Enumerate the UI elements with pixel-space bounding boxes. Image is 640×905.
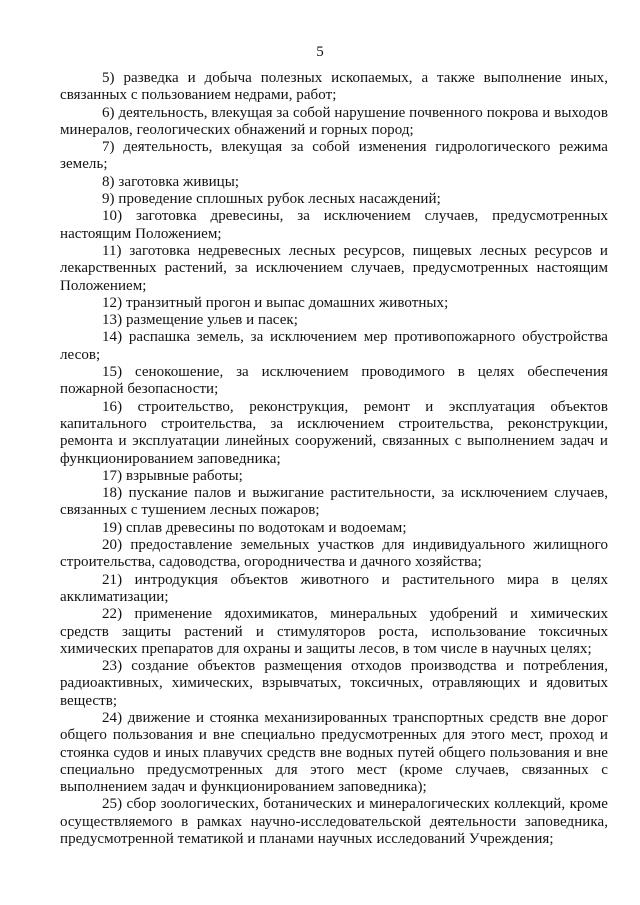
- list-item: 13) размещение ульев и пасек;: [102, 312, 298, 329]
- list-item: 21) интродукция объектов животного и растительного мира в целях акклиматизации;: [60, 571, 608, 605]
- list-item: 17) взрывные работы;: [102, 467, 243, 484]
- list-item: 12) транзитный прогон и выпас домашних животных;: [102, 294, 449, 311]
- list-item: 9) проведение сплошных рубок лесных насаждений;: [102, 191, 441, 208]
- list-item: 24) движение и стоянка механизированных транспортных средств вне дорог общего пользования и вне специально предусмотренных для этого мест, проход и стоянка судов и иных плавучих средств вне водных путей общего пользования и вне специально предусмотренных для этого мест (кроме случаев, связанных с выполнением задач и функционированием заповедника);: [60, 709, 608, 796]
- list-item: 5) разведка и добыча полезных ископаемых, а также выполнение иных, связанных с пользованием недрами, работ;: [60, 70, 608, 104]
- list-item: 22) применение ядохимикатов, минеральных удобрений и химических средств защиты растений и стимуляторов роста, использование токсичных химических препаратов для охраны и защиты лесов, в том числе в научных целях;: [60, 606, 608, 657]
- document-body: [60, 70, 608, 848]
- list-item: 25) сбор зоологических, ботанических и минералогических коллекций, кроме осуществляемого в рамках научно-исследовательской деятельности заповедника, предусмотренной тематикой и планами научных исследований Учреждения;: [60, 796, 608, 848]
- list-item: 20) предоставление земельных участков для индивидуального жилищного строительства, садоводства, огородничества и дачного хозяйства;: [60, 537, 608, 571]
- list-item: 16) строительство, реконструкция, ремонт и эксплуатация объектов капитального строительства, за исключением строительства, реконструкции, ремонта и эксплуатации линейных сооружений, связанных с выполнением задач и функционированием заповедника;: [60, 398, 608, 467]
- list-item: 8) заготовка живицы;: [102, 173, 240, 190]
- list-item: 11) заготовка недревесных лесных ресурсов, пищевых лесных ресурсов и лекарственных растений, за исключением случаев, предусмотренных настоящим Положением;: [60, 242, 608, 294]
- list-item: 10) заготовка древесины, за исключением случаев, предусмотренных настоящим Положением;: [60, 208, 608, 242]
- list-item: 18) пускание палов и выжигание растительности, за исключением случаев, связанных с тушением лесных пожаров;: [60, 485, 608, 519]
- list-item: 6) деятельность, влекущая за собой нарушение почвенного покрова и выходов минералов, геологических обнажений и горных пород;: [60, 104, 608, 138]
- page-number: 5: [316, 44, 324, 60]
- list-item: 14) распашка земель, за исключением мер противопожарного обустройства лесов;: [60, 329, 608, 363]
- list-item: 7) деятельность, влекущая за собой изменения гидрологического режима земель;: [60, 139, 608, 173]
- list-item: 23) создание объектов размещения отходов производства и потребления, радиоактивных, химических, взрывчатых, токсичных, отравляющих и ядовитых веществ;: [60, 658, 608, 709]
- list-item: 15) сенокошение, за исключением проводимого в целях обеспечения пожарной безопасности;: [60, 364, 608, 398]
- list-item: 19) сплав древесины по водотокам и водоемам;: [102, 519, 407, 536]
